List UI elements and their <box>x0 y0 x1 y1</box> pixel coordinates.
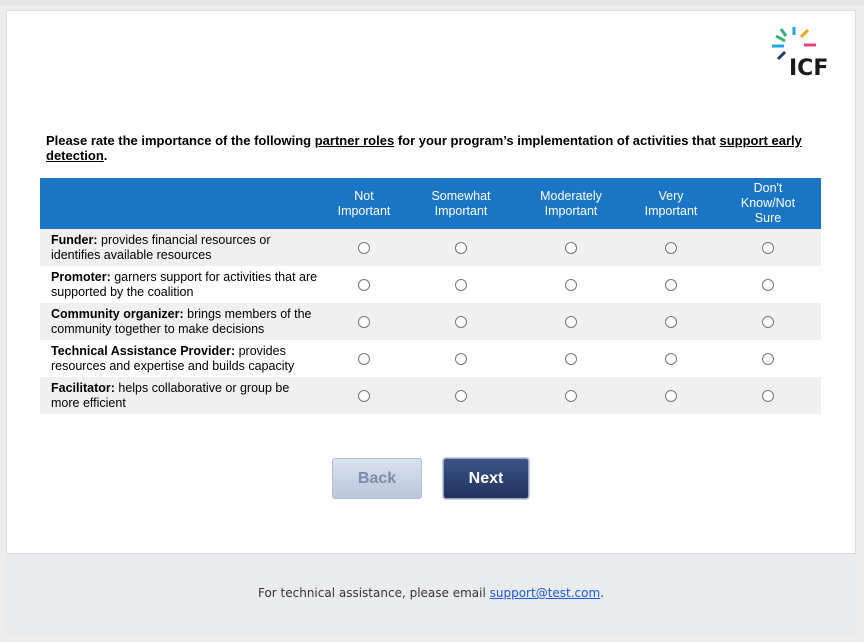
rating-grid <box>40 178 821 414</box>
col-dont-know: Don't Know/Not Sure <box>740 181 796 225</box>
support-early-detection-link: support early detection <box>46 133 802 163</box>
icf-logo <box>764 26 844 86</box>
radio-funder-somewhat-important[interactable] <box>455 242 467 254</box>
table-row <box>40 377 821 414</box>
radio-ta-dont-know[interactable] <box>762 353 774 365</box>
support-email-link[interactable]: support@test.com <box>489 586 601 600</box>
radio-ta-moderately-important[interactable] <box>565 353 577 365</box>
radio-facilitator-somewhat-important[interactable] <box>455 390 467 402</box>
partner-roles-link: partner roles <box>314 133 395 148</box>
radio-community-moderately-important[interactable] <box>565 316 577 328</box>
window-top-border <box>0 0 864 6</box>
radio-promoter-moderately-important[interactable] <box>565 279 577 291</box>
col-not-important: Not Important <box>337 188 391 218</box>
footer-text: For technical assistance, please email support@test.com. <box>257 586 605 600</box>
radio-promoter-dont-know[interactable] <box>762 279 774 291</box>
col-somewhat-important: Somewhat Important <box>431 188 491 218</box>
table-row <box>40 340 821 377</box>
row-label-facilitator: Facilitator: helps collaborative or group be more efficient <box>51 381 290 410</box>
question-text: Please rate the importance of the following partner roles for your program’s implementation of activities that support early detection. <box>46 133 802 163</box>
next-button[interactable]: Next <box>443 458 529 499</box>
radio-facilitator-moderately-important[interactable] <box>565 390 577 402</box>
radio-promoter-somewhat-important[interactable] <box>455 279 467 291</box>
table-row <box>40 303 821 340</box>
radio-facilitator-very-important[interactable] <box>665 390 677 402</box>
row-label-community-organizer: Community organizer: brings members of the community together to make decisions <box>51 307 312 336</box>
radio-facilitator-dont-know[interactable] <box>762 390 774 402</box>
radio-funder-not-important[interactable] <box>358 242 370 254</box>
radio-community-not-important[interactable] <box>358 316 370 328</box>
radio-ta-not-important[interactable] <box>358 353 370 365</box>
radio-promoter-not-important[interactable] <box>358 279 370 291</box>
radio-community-dont-know[interactable] <box>762 316 774 328</box>
radio-ta-very-important[interactable] <box>665 353 677 365</box>
footer <box>6 553 856 635</box>
radio-promoter-very-important[interactable] <box>665 279 677 291</box>
logo-text: ICF <box>789 56 829 81</box>
table-row <box>40 266 821 303</box>
radio-community-very-important[interactable] <box>665 316 677 328</box>
radio-ta-somewhat-important[interactable] <box>455 353 467 365</box>
row-label-funder: Funder: provides financial resources or identifies available resources <box>51 233 271 262</box>
row-label-promoter: Promoter: garners support for activities that are supported by the coalition <box>51 270 318 299</box>
radio-facilitator-not-important[interactable] <box>358 390 370 402</box>
radio-community-somewhat-important[interactable] <box>455 316 467 328</box>
col-very-important: Very Important <box>644 188 698 218</box>
grid-header <box>40 178 821 229</box>
row-label-technical-assistance: Technical Assistance Provider: provides resources and expertise and builds capacity <box>51 344 295 373</box>
back-button[interactable]: Back <box>332 458 422 499</box>
col-moderately-important: Moderately Important <box>540 188 602 218</box>
table-row <box>40 229 821 266</box>
radio-funder-very-important[interactable] <box>665 242 677 254</box>
radio-funder-dont-know[interactable] <box>762 242 774 254</box>
radio-funder-moderately-important[interactable] <box>565 242 577 254</box>
